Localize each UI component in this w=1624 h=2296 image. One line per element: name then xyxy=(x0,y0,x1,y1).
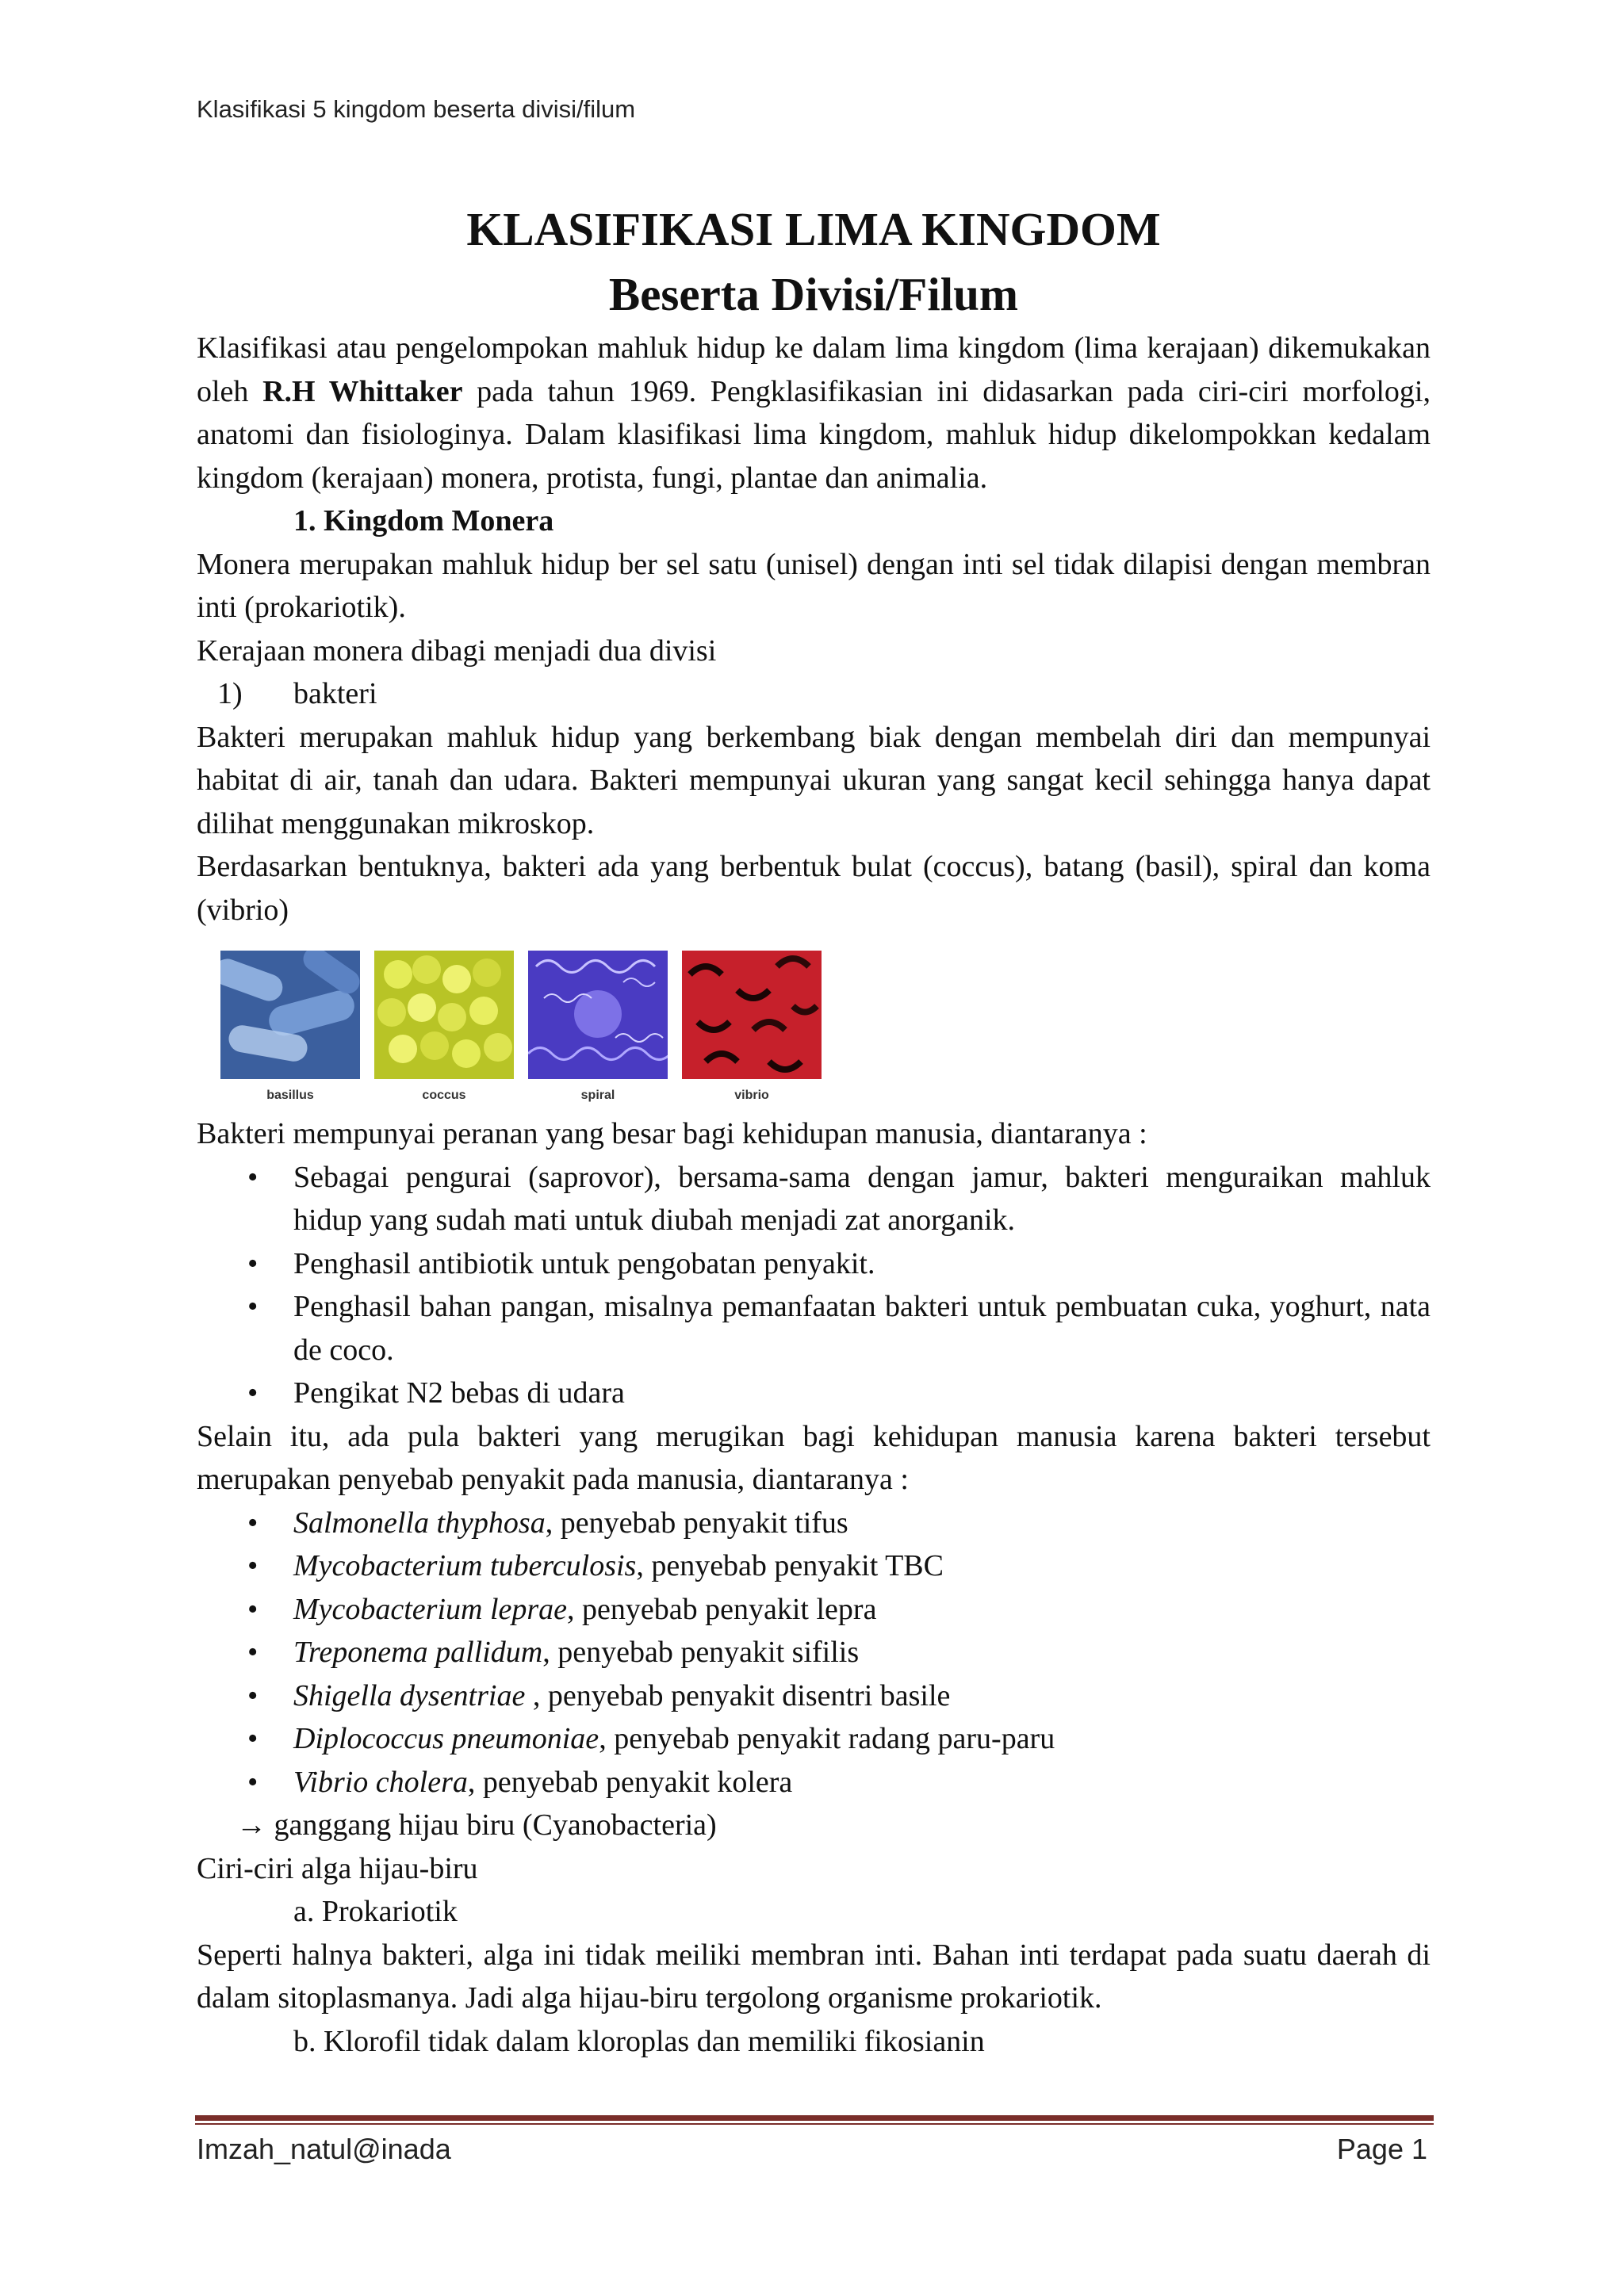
bullet-icon: • xyxy=(247,1160,259,1194)
numbered-item-bakteri xyxy=(197,672,1431,716)
bullet-icon: • xyxy=(247,1246,259,1280)
paragraph-monera: Monera merupakan mahluk hidup ber sel satu (unisel) dengan inti sel tidak dilapisi dengan membran inti (prokariotik). xyxy=(197,547,1431,624)
bullet-icon: • xyxy=(247,1592,259,1626)
page-content xyxy=(197,197,1431,2063)
sub-item-a: a. Prokariotik xyxy=(293,1895,458,1928)
bullet-icon: • xyxy=(247,1636,259,1669)
list-item xyxy=(197,1717,1431,1761)
arrow-right-icon: → xyxy=(236,1808,266,1842)
species-desc: , penyebab penyakit tifus xyxy=(545,1506,848,1540)
bullet-icon: • xyxy=(247,1549,259,1582)
spiral-picture xyxy=(528,951,668,1079)
sub-item-b: b. Klorofil tidak dalam kloroplas dan memiliki fikosianin xyxy=(293,2024,985,2058)
bacteria-image-vibrio xyxy=(682,951,822,1104)
bacteria-image-coccus xyxy=(374,951,514,1104)
benefits-list xyxy=(197,1156,1431,1415)
bullet-icon: • xyxy=(247,1722,259,1755)
species-name: Shigella dysentriae xyxy=(293,1678,526,1712)
paragraph-peranan: Bakteri mempunyai peranan yang besar bagi kehidupan manusia, diantaranya : xyxy=(197,1117,1147,1150)
image-caption: basillus xyxy=(266,1089,314,1102)
intro-author: R.H Whittaker xyxy=(262,374,463,408)
intro-text-c: pada tahun 1969. Pengklasifikasian ini didasarkan pada ciri-ciri morfologi, anatomi dan fisiologinya. Dalam klasifikasi lima kingdom, mahluk hidup dikelompokkan kedalam kingdom (kerajaan) monera, protista, fungi, plantae dan animalia. xyxy=(197,374,1431,495)
bacteria-images xyxy=(197,951,1431,1104)
paragraph-bakteri-2: Berdasarkan bentuknya, bakteri ada yang berbentuk bulat (coccus), batang (basil), spiral dan koma (vibrio) xyxy=(197,850,1431,927)
species-desc: , penyebab penyakit disentri basile xyxy=(525,1678,951,1712)
arrow-item-cyanobacteria xyxy=(197,1804,1431,1847)
item-number: 1) xyxy=(217,677,243,710)
species-desc: , penyebab penyakit kolera xyxy=(467,1765,793,1799)
species-desc: , penyebab penyakit lepra xyxy=(567,1592,877,1626)
paragraph-divisi: Kerajaan monera dibagi menjadi dua divisi xyxy=(197,633,717,668)
species-name: Treponema pallidum xyxy=(293,1636,543,1669)
bacteria-image-basillus xyxy=(220,951,360,1104)
list-item xyxy=(197,1372,1431,1415)
footer-author: Imzah_natul@inada xyxy=(197,2133,451,2165)
image-caption: spiral xyxy=(580,1089,615,1102)
list-item xyxy=(197,1631,1431,1674)
bullet-icon: • xyxy=(247,1765,259,1799)
species-name: Mycobacterium leprae xyxy=(293,1592,568,1626)
species-desc: , penyebab penyakit TBC xyxy=(636,1549,944,1582)
species-name: Vibrio cholera xyxy=(293,1765,468,1799)
basillus-picture xyxy=(220,951,360,1079)
paragraph-merugikan: Selain itu, ada pula bakteri yang merugikan bagi kehidupan manusia karena bakteri tersebut merupakan penyebab penyakit pada manusia, diantaranya : xyxy=(197,1419,1431,1496)
list-item xyxy=(197,1156,1431,1242)
page-title: KLASIFIKASI LIMA KINGDOM xyxy=(466,203,1161,255)
list-item xyxy=(197,1674,1431,1718)
arrow-item-text: ganggang hijau biru (Cyanobacteria) xyxy=(266,1808,717,1842)
bullet-icon: • xyxy=(247,1506,259,1540)
list-item xyxy=(197,1285,1431,1372)
intro-paragraph xyxy=(197,327,1431,499)
page-number: Page 1 xyxy=(1336,2133,1427,2165)
species-name: Mycobacterium tuberculosis xyxy=(293,1549,637,1582)
bullet-icon: • xyxy=(247,1290,259,1323)
species-desc: , penyebab penyakit radang paru-paru xyxy=(599,1722,1055,1755)
species-name: Salmonella thyphosa xyxy=(293,1506,546,1540)
list-item-text: Penghasil bahan pangan, misalnya pemanfaatan bakteri untuk pembuatan cuka, yoghurt, nata de coco. xyxy=(293,1290,1431,1367)
coccus-picture xyxy=(374,951,514,1079)
paragraph-ciri: Ciri-ciri alga hijau-biru xyxy=(197,1851,478,1885)
bullet-icon: • xyxy=(247,1376,259,1410)
paragraph-bakteri-1: Bakteri merupakan mahluk hidup yang berkembang biak dengan membelah diri dan mempunyai habitat di air, tanah dan udara. Bakteri mempunyai ukuran yang sangat kecil sehingga hanya dapat dilihat menggunakan mikroskop. xyxy=(197,720,1431,840)
intro-text-a: Klasifikasi atau pengelompokan mahluk hidup ke dalam lima kingdom (lima kerajaan) dikemukakan oleh xyxy=(197,331,1431,408)
list-item xyxy=(197,1588,1431,1632)
footer-divider-thin xyxy=(195,2123,1434,2125)
vibrio-picture xyxy=(682,951,822,1079)
list-item xyxy=(197,1544,1431,1588)
bullet-icon: • xyxy=(247,1678,259,1712)
list-item xyxy=(197,1242,1431,1286)
image-caption: vibrio xyxy=(734,1089,769,1102)
paragraph-prokariotik: Seperti halnya bakteri, alga ini tidak meiliki membran inti. Bahan inti terdapat pada suatu daerah di dalam sitoplasmanya. Jadi alga hijau-biru tergolong organisme prokariotik. xyxy=(197,1938,1431,2015)
page-subtitle: Beserta Divisi/Filum xyxy=(608,268,1019,320)
section-heading-monera: 1. Kingdom Monera xyxy=(293,504,554,538)
list-item xyxy=(197,1761,1431,1804)
pathogens-list xyxy=(197,1502,1431,1804)
list-item xyxy=(197,1502,1431,1545)
list-item-text: Pengikat N2 bebas di udara xyxy=(293,1376,625,1410)
species-desc: , penyebab penyakit sifilis xyxy=(542,1636,860,1669)
species-name: Diplococcus pneumoniae xyxy=(293,1722,599,1755)
image-caption: coccus xyxy=(422,1089,466,1102)
list-item-text: Sebagai pengurai (saprovor), bersama-sama dengan jamur, bakteri menguraikan mahluk hidup yang sudah mati untuk diubah menjadi zat anorganik. xyxy=(293,1160,1431,1237)
list-item-text: Penghasil antibiotik untuk pengobatan penyakit. xyxy=(293,1246,875,1280)
running-header: Klasifikasi 5 kingdom beserta divisi/filum xyxy=(197,95,636,123)
bacteria-image-spiral xyxy=(528,951,668,1104)
footer-divider xyxy=(195,2115,1434,2121)
item-text: bakteri xyxy=(293,677,377,710)
